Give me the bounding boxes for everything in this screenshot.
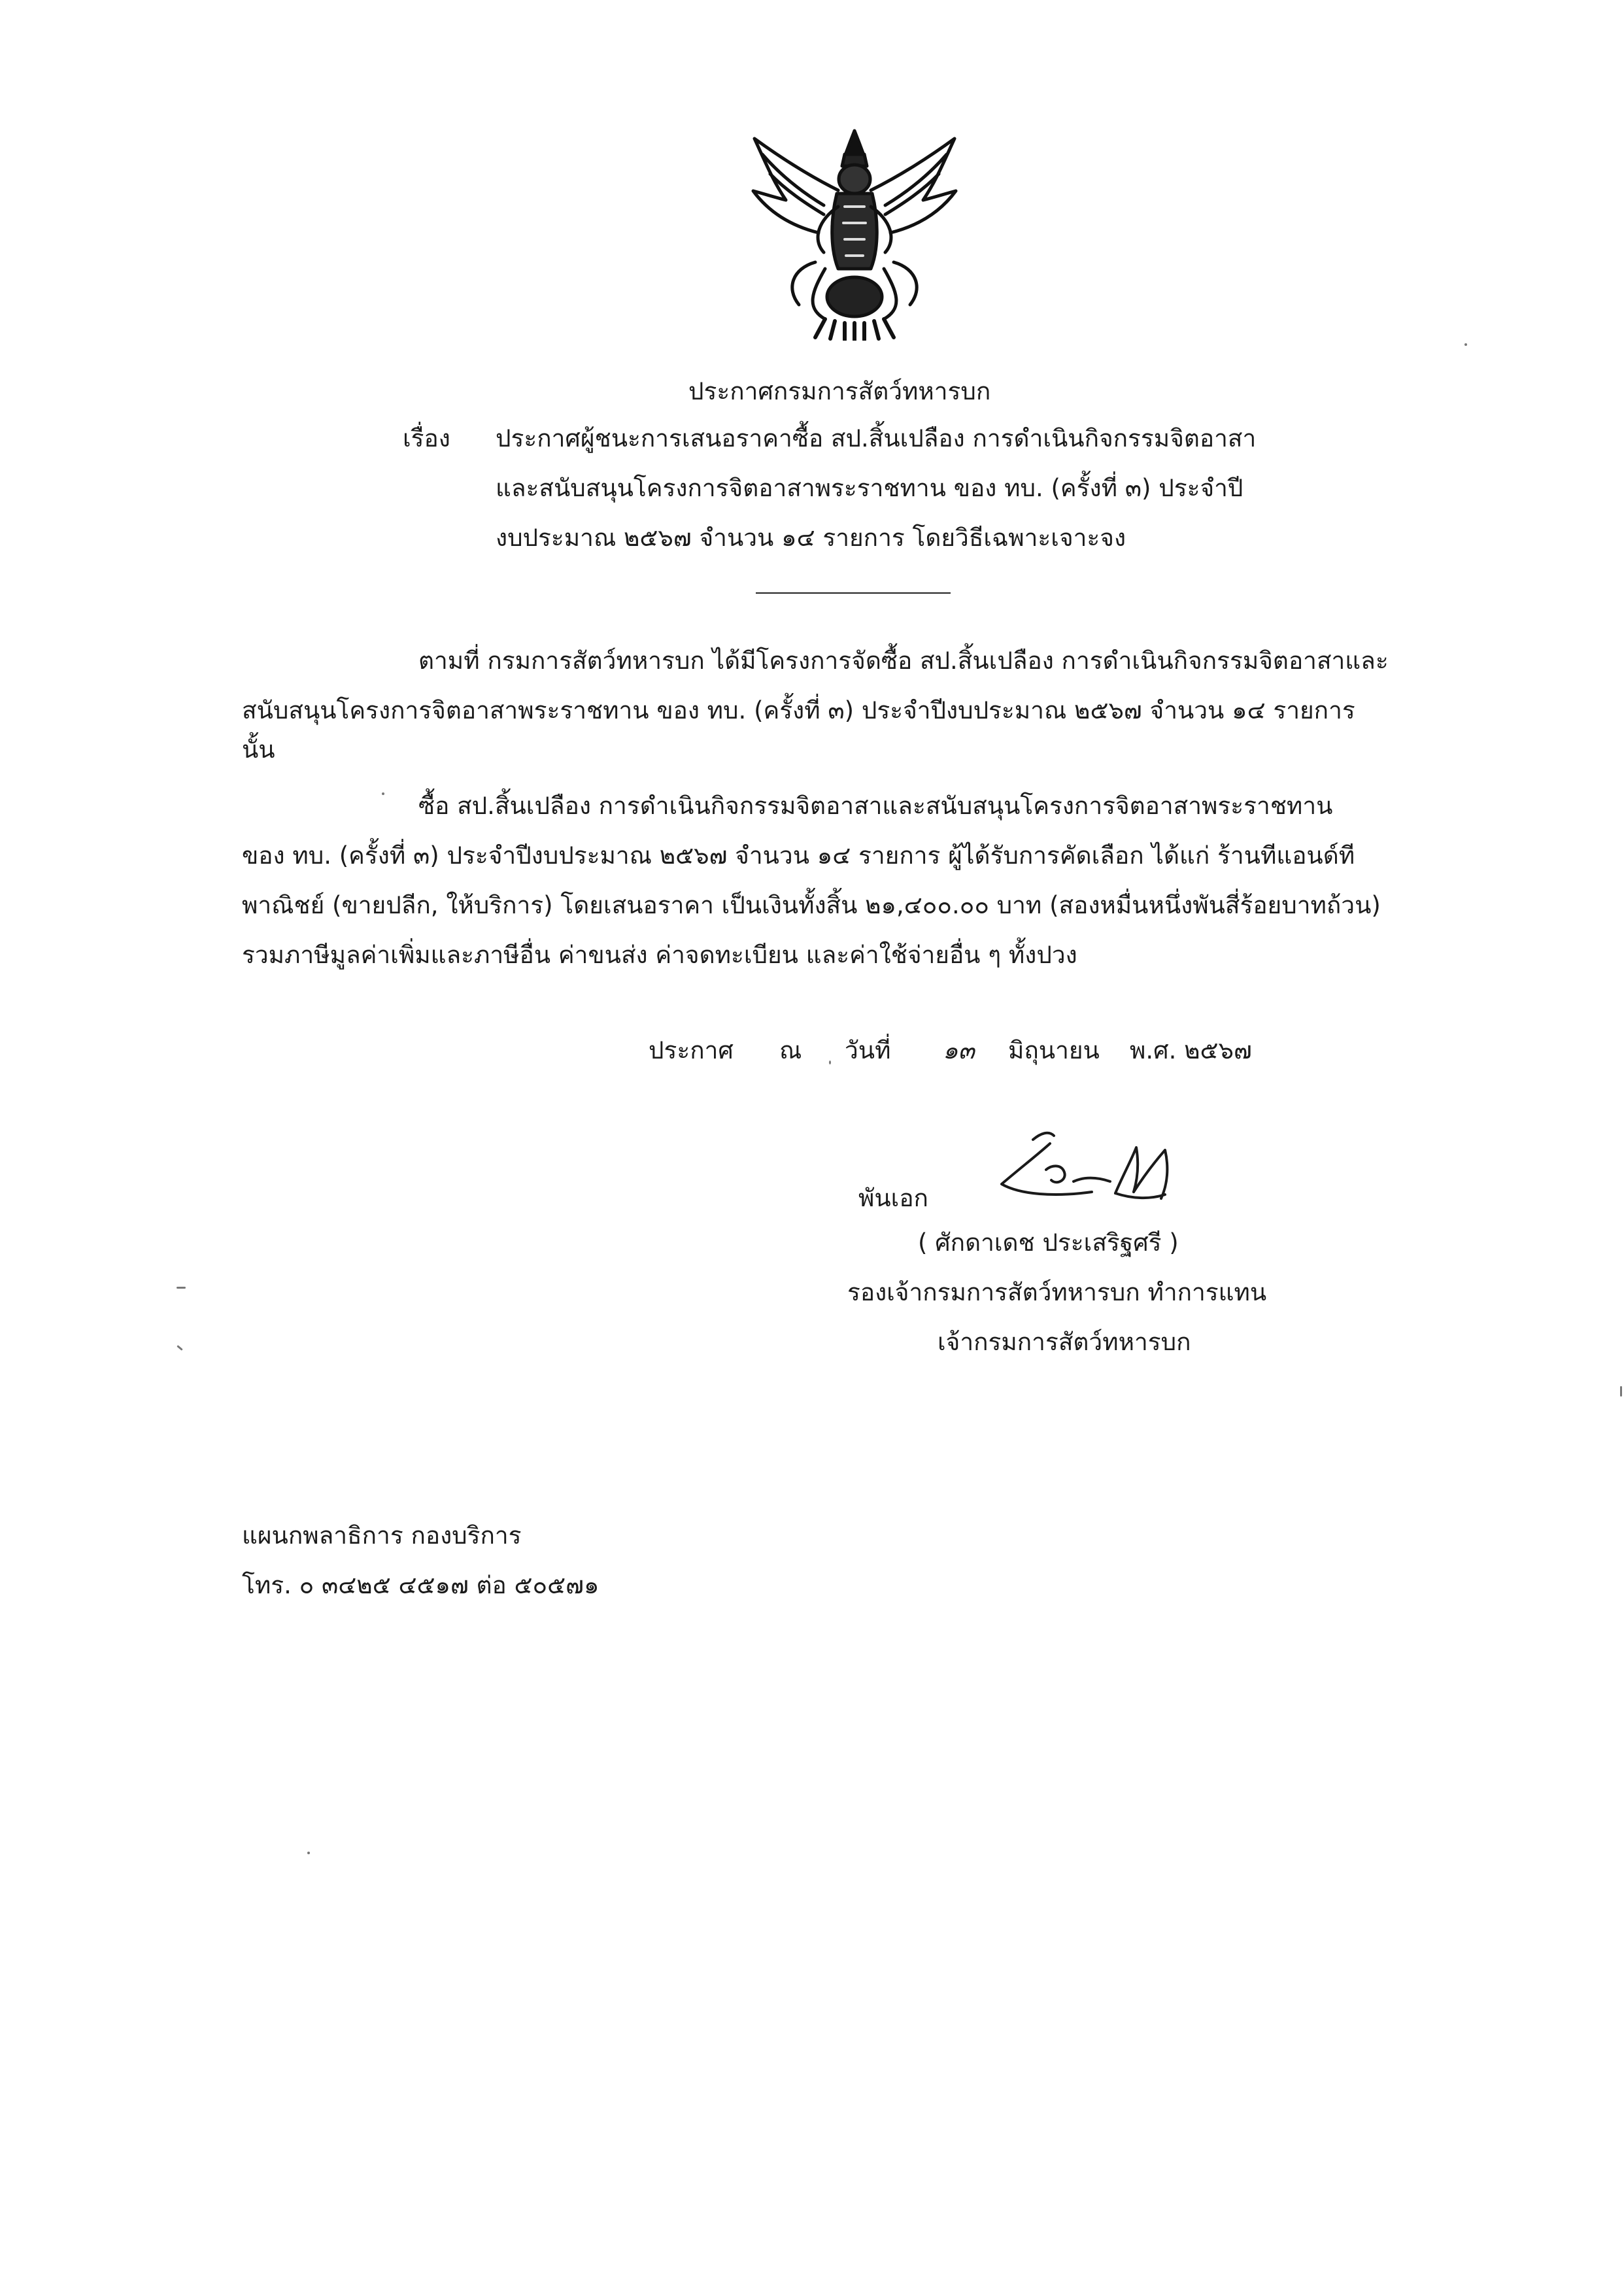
- garuda-emblem-icon: [747, 128, 962, 341]
- signer-name: ( ศักดาเดช ประเสริฐศรี ): [918, 1229, 1179, 1257]
- signer-position-line-2: เจ้ากรมการสัตว์ทหารบก: [938, 1328, 1191, 1356]
- scan-speck: [177, 1287, 186, 1289]
- date-year: พ.ศ. ๒๕๖๗: [1130, 1036, 1252, 1064]
- document-title: ประกาศกรมการสัตว์ทหารบก: [688, 377, 991, 405]
- paragraph-2-line-4: รวมภาษีมูลค่าเพิ่มและภาษีอื่น ค่าขนส่ง ค่าจดทะเบียน และค่าใช้จ่ายอื่น ๆ ทั้งปวง: [242, 941, 1077, 969]
- announcement-at: ณ: [779, 1036, 802, 1064]
- subject-line-1: ประกาศผู้ชนะการเสนอราคาซื้อ สป.สิ้นเปลือง การดำเนินกิจกรรมจิตอาสา: [496, 424, 1257, 452]
- date-day: ๑๓: [943, 1036, 975, 1064]
- subject-line-2: และสนับสนุนโครงการจิตอาสาพระราชทาน ของ ทบ. (ครั้งที่ ๓) ประจำปี: [496, 474, 1243, 502]
- paragraph-1-line-2: สนับสนุนโครงการจิตอาสาพระราชทาน ของ ทบ. (ครั้งที่ ๓) ประจำปีงบประมาณ ๒๕๖๗ จำนวน ๑๔ รายการ: [242, 696, 1355, 724]
- handwritten-signature: [994, 1121, 1203, 1219]
- footer-department: แผนกพลาธิการ กองบริการ: [242, 1521, 522, 1550]
- scan-speck: [307, 1852, 310, 1854]
- paragraph-2-line-3: พาณิชย์ (ขายปลีก, ให้บริการ) โดยเสนอราคา เป็นเงินทั้งสิ้น ๒๑,๔๐๐.๐๐ บาท (สองหมื่นหนึ่งพันสี่ร้อยบาทถ้วน): [242, 891, 1381, 919]
- paragraph-1-line-1: ตามที่ กรมการสัตว์ทหารบก ได้มีโครงการจัดซื้อ สป.สิ้นเปลือง การดำเนินกิจกรรมจิตอาสาและ: [418, 647, 1389, 675]
- scan-speck: [1620, 1386, 1622, 1397]
- scan-speck: [829, 1061, 831, 1064]
- subject-line-3: งบประมาณ ๒๕๖๗ จำนวน ๑๔ รายการ โดยวิธีเฉพาะเจาะจง: [496, 524, 1126, 552]
- title-divider: [756, 592, 951, 594]
- scan-speck: [1464, 343, 1467, 346]
- paragraph-2-line-2: ของ ทบ. (ครั้งที่ ๓) ประจำปีงบประมาณ ๒๕๖๗ จำนวน ๑๔ รายการ ผู้ได้รับการคัดเลือก ได้แก่ ร้านทีแอนด์ที: [242, 841, 1355, 870]
- scan-speck: [177, 1345, 183, 1351]
- paragraph-2-line-1: ซื้อ สป.สิ้นเปลือง การดำเนินกิจกรรมจิตอาสาและสนับสนุนโครงการจิตอาสาพระราชทาน: [418, 792, 1333, 820]
- paragraph-1-line-3: นั้น: [242, 736, 275, 764]
- scan-speck: [382, 792, 384, 795]
- signer-position-line-1: รองเจ้ากรมการสัตว์ทหารบก ทำการแทน: [847, 1278, 1267, 1306]
- date-label: วันที่: [845, 1036, 891, 1064]
- footer-phone: โทร. ๐ ๓๔๒๕ ๔๕๑๗ ต่อ ๕๐๕๗๑: [242, 1571, 600, 1599]
- subject-label: เรื่อง: [403, 424, 450, 452]
- signer-rank: พันเอก: [858, 1184, 928, 1212]
- announcement-label: ประกาศ: [649, 1036, 734, 1064]
- date-month: มิถุนายน: [1008, 1036, 1100, 1064]
